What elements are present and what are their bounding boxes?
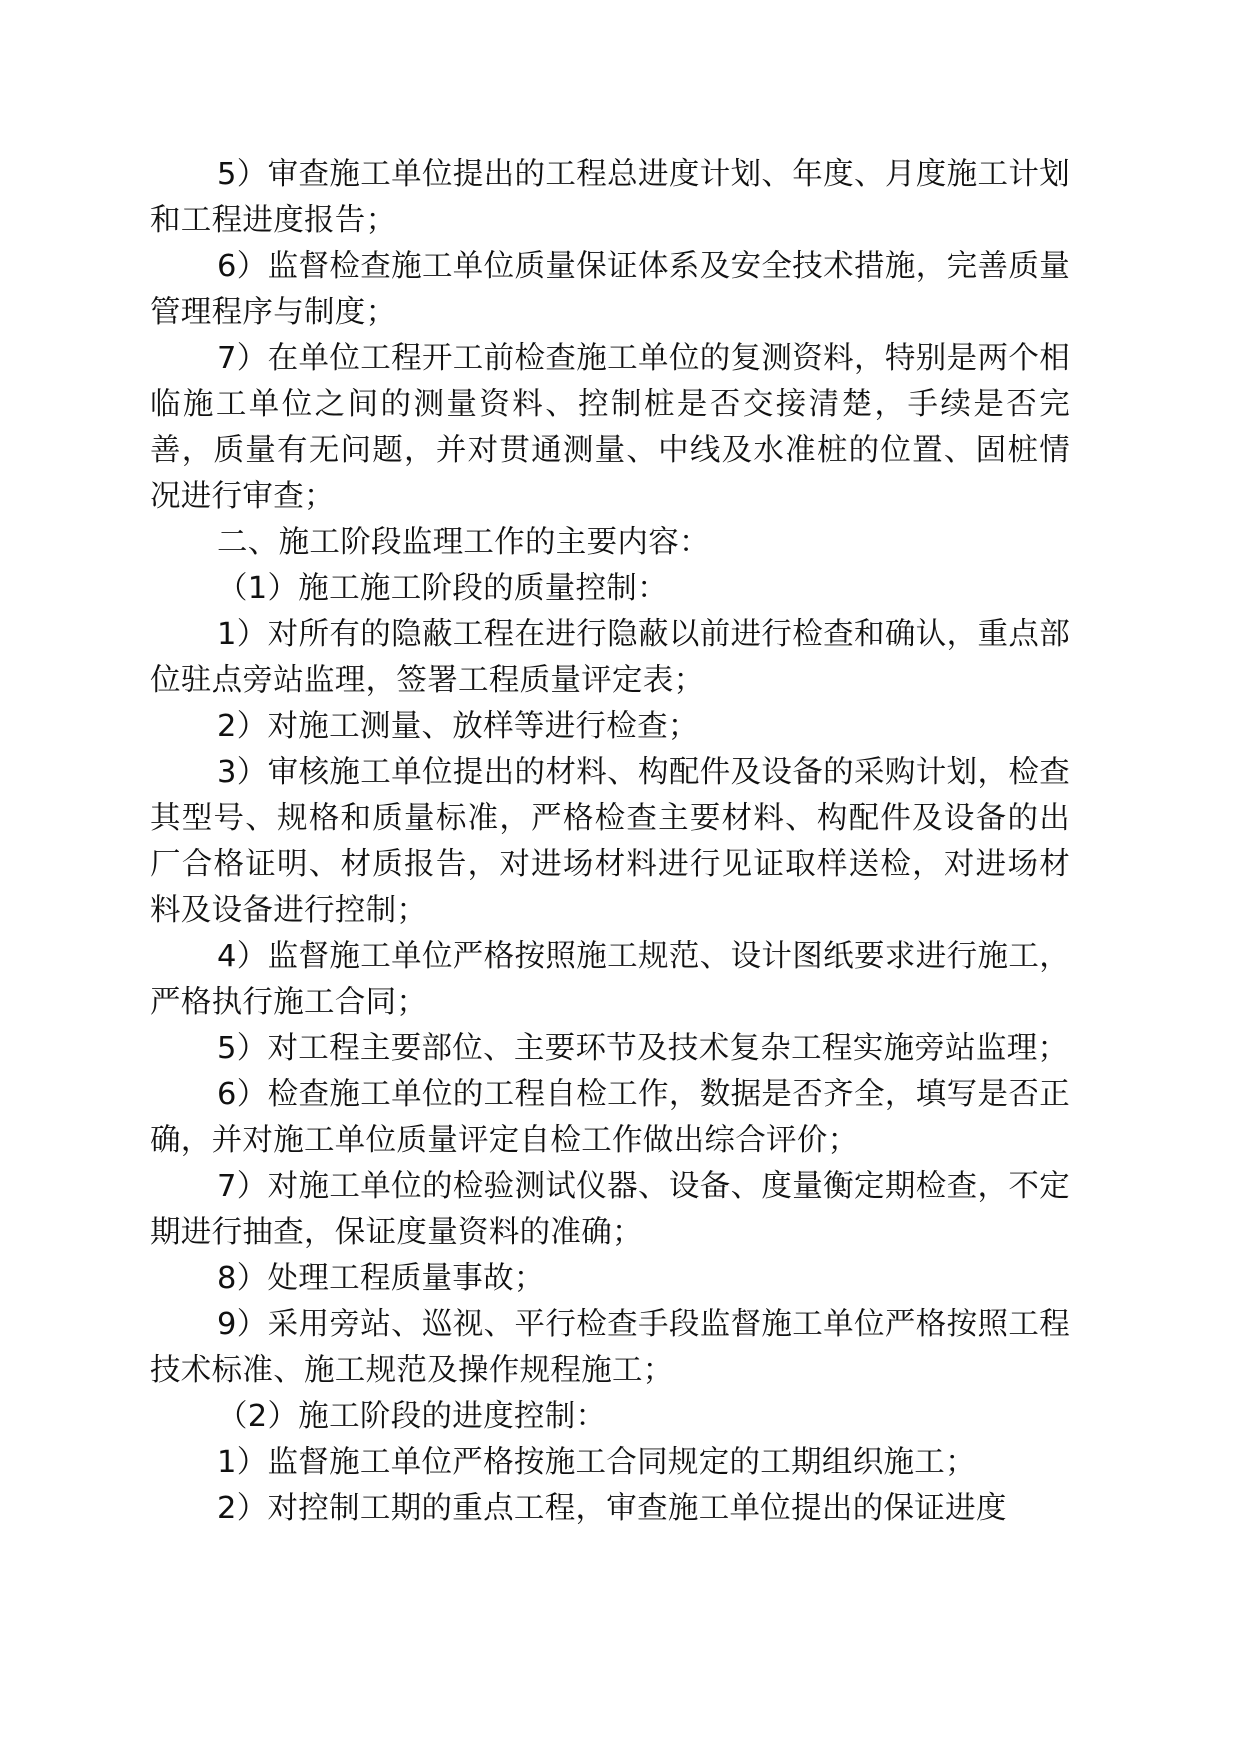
paragraph-quality-accidents: 8）处理工程质量事故； xyxy=(217,1261,545,1296)
paragraph-contract-schedule: 1）监督施工单位严格按施工合同规定的工期组织施工； xyxy=(217,1445,976,1480)
paragraph-review-schedule: 5）审查施工单位提出的工程总进度计划、年度、月度施工计划和工程进度报告； xyxy=(150,157,1070,238)
subsection-heading-progress-control: （2）施工阶段的进度控制： xyxy=(217,1399,607,1434)
paragraph-key-works: 2）对控制工期的重点工程，审查施工单位提出的保证进度 xyxy=(217,1491,1007,1526)
paragraph-survey-check: 2）对施工测量、放样等进行检查； xyxy=(217,709,699,744)
document-body xyxy=(150,152,1070,1532)
paragraph-inspection-means: 9）采用旁站、巡视、平行检查手段监督施工单位严格按照工程技术标准、施工规范及操作规程施工； xyxy=(150,1307,1070,1388)
paragraph-survey-review: 7）在单位工程开工前检查施工单位的复测资料，特别是两个相临施工单位之间的测量资料、控制桩是否交接清楚，手续是否完善，质量有无问题，并对贯通测量、中线及水准桩的位置、固桩情况进行审查； xyxy=(150,341,1070,514)
section-heading-construction-stage: 二、施工阶段监理工作的主要内容： xyxy=(217,525,710,560)
paragraph-instruments-check: 7）对施工单位的检验测试仪器、设备、度量衡定期检查，不定期进行抽查，保证度量资料的准确； xyxy=(150,1169,1070,1250)
paragraph-side-station: 5）对工程主要部位、主要环节及技术复杂工程实施旁站监理； xyxy=(217,1031,1069,1066)
paragraph-materials-review: 3）审核施工单位提出的材料、构配件及设备的采购计划，检查其型号、规格和质量标准，严格检查主要材料、构配件及设备的出厂合格证明、材质报告，对进场材料进行见证取样送检，对进场材料及设备进行控制； xyxy=(150,755,1070,928)
paragraph-quality-system: 6）监督检查施工单位质量保证体系及安全技术措施，完善质量管理程序与制度； xyxy=(150,249,1070,330)
paragraph-supervise-specs: 4）监督施工单位严格按照施工规范、设计图纸要求进行施工，严格执行施工合同； xyxy=(150,939,1070,1020)
subsection-heading-quality-control: （1）施工施工阶段的质量控制： xyxy=(217,571,668,606)
paragraph-concealed-works: 1）对所有的隐蔽工程在进行隐蔽以前进行检查和确认，重点部位驻点旁站监理，签署工程质量评定表； xyxy=(150,617,1070,698)
paragraph-self-inspection: 6）检查施工单位的工程自检工作，数据是否齐全，填写是否正确，并对施工单位质量评定自检工作做出综合评价； xyxy=(150,1077,1070,1158)
